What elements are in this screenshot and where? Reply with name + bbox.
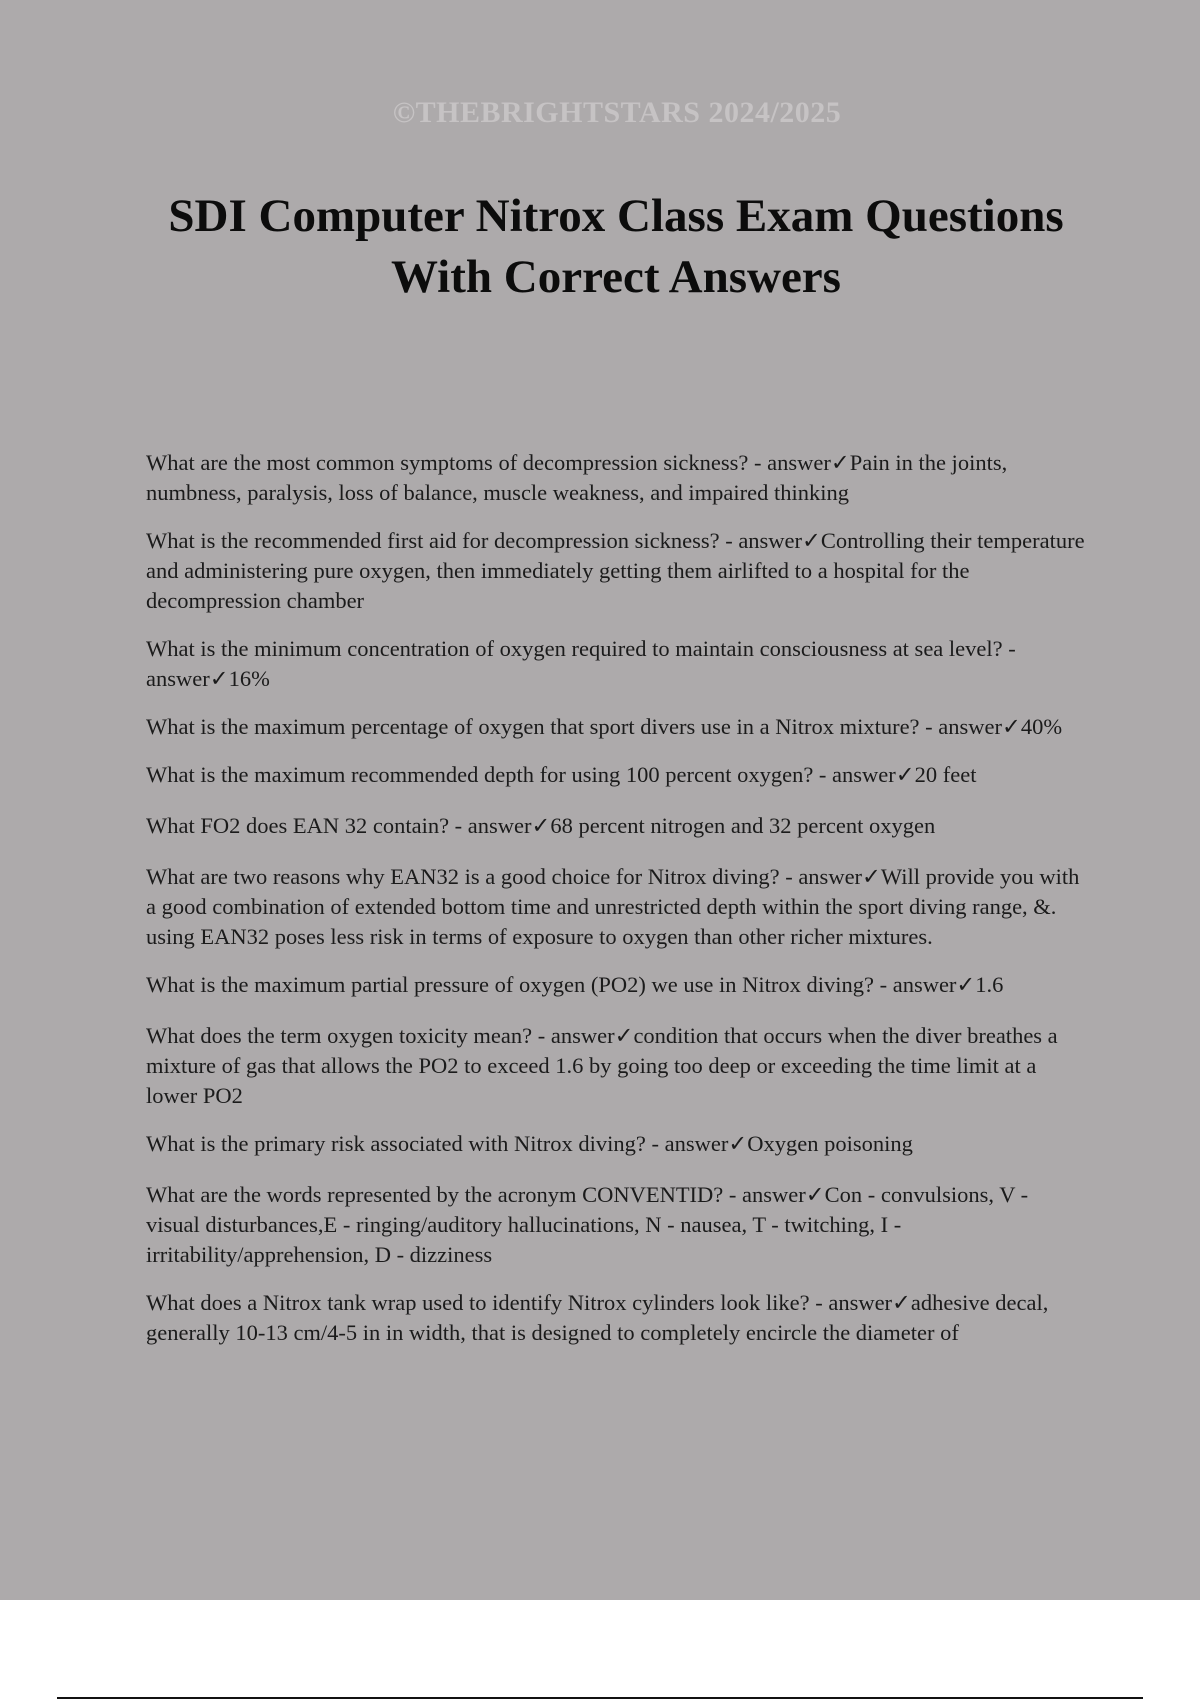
question-answer-list [146, 448, 1086, 1366]
qa-item: What are the most common symptoms of decompression sickness? - answer✓Pain in the joints, numbness, paralysis, loss of balance, muscle weakness, and impaired thinking [146, 450, 1008, 505]
title-line-1: SDI Computer Nitrox Class Exam Questions [168, 190, 1064, 242]
qa-item: What is the minimum concentration of oxygen required to maintain consciousness at sea level? - answer✓16% [146, 636, 1016, 691]
qa-item: What is the maximum percentage of oxygen that sport divers use in a Nitrox mixture? - answer✓40% [146, 714, 1063, 739]
qa-item: What is the maximum partial pressure of oxygen (PO2) we use in Nitrox diving? - answer✓1.6 [146, 972, 1004, 997]
title-line-2: With Correct Answers [391, 251, 841, 303]
copyright-watermark: ©THEBRIGHTSTARS 2024/2025 [392, 96, 842, 129]
qa-item: What are the words represented by the acronym CONVENTID? - answer✓Con - convulsions, V - visual disturbances,E - ringing/auditory hallucinations, N - nausea, T - twitching, I - irritability/apprehension, D - dizziness [146, 1182, 1029, 1267]
qa-item: What is the maximum recommended depth for using 100 percent oxygen? - answer✓20 feet [146, 762, 977, 787]
qa-item: What FO2 does EAN 32 contain? - answer✓68 percent nitrogen and 32 percent oxygen [146, 813, 936, 838]
qa-item: What does the term oxygen toxicity mean? - answer✓condition that occurs when the diver breathes a mixture of gas that allows the PO2 to exceed 1.6 by going too deep or exceeding the time limit at a lower PO2 [146, 1023, 1058, 1108]
qa-item: What does a Nitrox tank wrap used to identify Nitrox cylinders look like? - answer✓adhesive decal, generally 10-13 cm/4-5 in in width, that is designed to completely encircle the diameter of [146, 1290, 1049, 1345]
qa-item: What is the recommended first aid for decompression sickness? - answer✓Controlling their temperature and administering pure oxygen, then immediately getting them airlifted to a hospital for the decompression chamber [146, 528, 1085, 613]
qa-item: What is the primary risk associated with Nitrox diving? - answer✓Oxygen poisoning [146, 1131, 913, 1156]
page-bottom-rule [57, 1697, 1143, 1699]
document-title [140, 186, 1092, 308]
qa-item: What are two reasons why EAN32 is a good choice for Nitrox diving? - answer✓Will provide you with a good combination of extended bottom time and unrestricted depth within the sport diving range, &. using EAN32 poses less risk in terms of exposure to oxygen than other richer mixtures. [146, 864, 1080, 949]
